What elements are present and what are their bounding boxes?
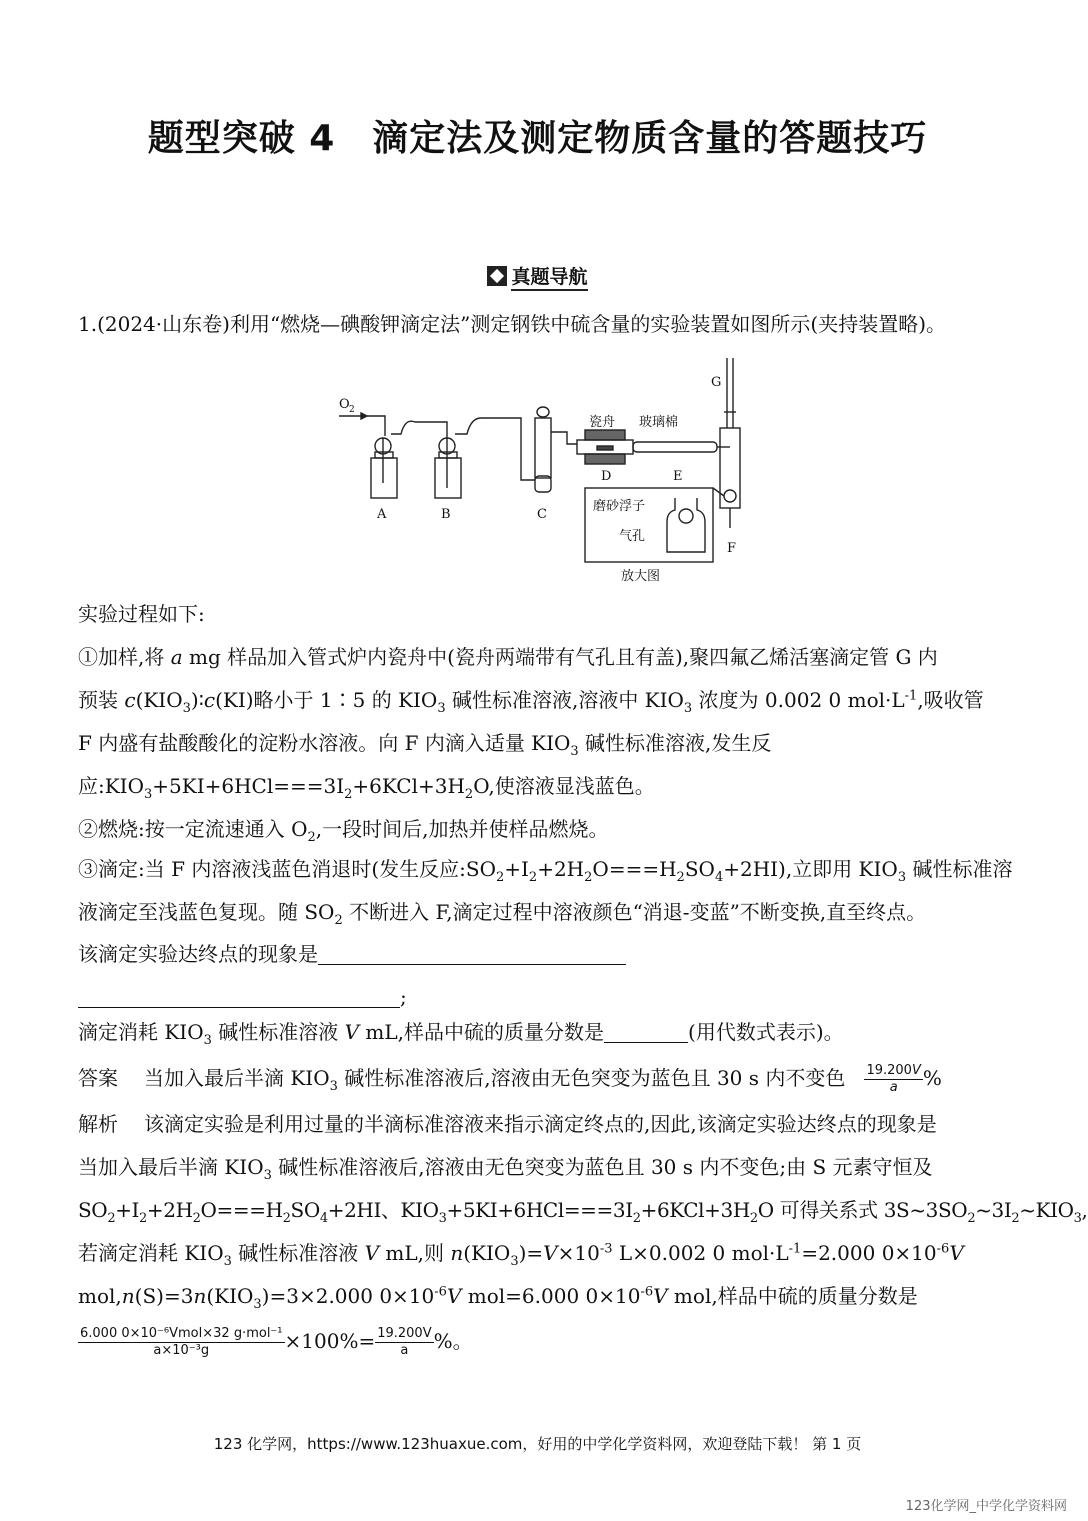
step-1-line-4: 应$:KIO_3+5KI+6HCl===3I_2+6KCl+3H_2O$,使溶液显浅蓝色。 <box>78 774 655 802</box>
answer-blank-1[interactable] <box>318 944 626 965</box>
svg-text:放大图: 放大图 <box>621 569 661 584</box>
question-1-cont: ; <box>78 983 1008 1011</box>
svg-text:磨砂浮子: 磨砂浮子 <box>593 499 646 514</box>
question-intro: 1.(2024·山东卷)利用“燃烧—碘酸钾滴定法”测定钢铁中硫含量的实验装置如图所示(夹持装置略)。 <box>78 312 946 336</box>
step-3-line-1: ③滴定:当 F 内溶液浅蓝色消退时(发生反应$:SO_2+I_2+2H_2O===H_2SO_4+2HI$),立即用 $KIO_3$ 碱性标准溶 <box>78 857 1013 885</box>
svg-text:2: 2 <box>349 405 355 415</box>
apparatus-figure <box>335 375 775 588</box>
result-fraction: $\frac{19.200V}{a}$ <box>377 1326 432 1358</box>
answer-blank-2[interactable] <box>78 987 400 1008</box>
diamond-icon <box>487 266 507 286</box>
svg-text:气孔: 气孔 <box>619 529 646 544</box>
watermark: 123化学网_中学化学资料网 <box>905 1499 1067 1514</box>
answer-blank-3[interactable] <box>604 1022 688 1043</box>
question-2: 滴定消耗 $KIO_3$ 碱性标准溶液 V mL,样品中硫的质量分数是 (用代数式表示)。 <box>78 1020 844 1048</box>
analysis-line-5: $mol,n(S)=3n(KIO_3)=3\times 2.000$ $0\times 10^{-6}V$ mol=6.000 $0\times 10^{-6}V$ mol,样品中硫的质量分数是 <box>78 1284 918 1312</box>
answer-fraction: $\frac{19.200V}{a}$ <box>866 1063 921 1095</box>
svg-text:A: A <box>377 507 387 522</box>
svg-text:玻璃棉: 玻璃棉 <box>639 415 679 430</box>
step-1-line-3: F 内盛有盐酸酸化的淀粉水溶液。向 F 内滴入适量 $KIO_3$ 碱性标准溶液,发生反 <box>78 731 772 759</box>
analysis-line-6: $\frac{\text{6.000 0×10⁻⁶Vmol×32 g·mol⁻¹}}{\text{a×10⁻³g}}$ ×100%= $\frac{19.200V}{a}$ %。 <box>80 1326 473 1358</box>
page-title: 题型突破 4 滴定法及测定物质含量的答题技巧 <box>147 118 928 159</box>
svg-text:瓷舟: 瓷舟 <box>589 415 616 430</box>
svg-text:G: G <box>711 375 722 390</box>
question-1: 该滴定实验达终点的现象是 <box>78 940 1008 968</box>
svg-text:D: D <box>601 469 612 484</box>
page-footer: 123 化学网，https://www.123huaxue.com，好用的中学化学资料网，欢迎登陆下载！ 第 1 页 <box>213 1435 862 1453</box>
svg-text:B: B <box>441 507 451 522</box>
sulfur-fraction: $\frac{\text{6.000 0×10⁻⁶Vmol×32 g·mol⁻¹}}{\text{a×10⁻³g}}$ <box>80 1326 283 1358</box>
analysis-line-1: 解析 该滴定实验是利用过量的半滴标准溶液来指示滴定终点的,因此,该滴定实验达终点的现象是 <box>78 1112 937 1136</box>
svg-text:O: O <box>339 397 350 412</box>
analysis-tag: 解析 <box>78 1112 118 1136</box>
analysis-line-4: 若滴定消耗 $KIO_3$ 碱性标准溶液 V mL,则 $n(KIO_3)=V\times 10^{-3}$ L×0.002 0 $mol\cdot L^{-1}=2.000$ $0\times 10^{-6}V$ <box>78 1241 964 1269</box>
analysis-line-2: 当加入最后半滴 $KIO_3$ 碱性标准溶液后,溶液由无色突变为蓝色且 30 s 内不变色;由 S 元素守恒及 <box>78 1155 933 1183</box>
analysis-line-3: $SO_2+I_2+2H_2O===H_2SO_4+2HI$、$KIO_3+5KI+6HCl===3I_2+6KCl+3H_2O$ 可得关系式 $3S\sim 3SO_2\sim 3I_2\sim KIO_3$, <box>78 1198 1088 1226</box>
answer: 答案 当加入最后半滴 $KIO_3$ 碱性标准溶液后,溶液由无色突变为蓝色且 30 s 内不变色 $\frac{19.200V}{a}$ % <box>78 1063 942 1095</box>
svg-text:F: F <box>727 541 737 556</box>
process-heading: 实验过程如下: <box>78 602 205 626</box>
step-2: ②燃烧:按一定流速通入 $O_2$,一段时间后,加热并使样品燃烧。 <box>78 817 609 845</box>
svg-text:E: E <box>673 469 683 484</box>
answer-tag: 答案 <box>78 1066 118 1090</box>
step-1-line-1: ①加样,将 a mg 样品加入管式炉内瓷舟中(瓷舟两端带有气孔且有盖),聚四氟乙烯活塞滴定管 G 内 <box>78 645 938 669</box>
section-heading <box>0 262 1075 289</box>
svg-text:C: C <box>537 507 547 522</box>
section-label: 真题导航 <box>511 266 587 291</box>
step-1-line-2: 预装 $c(KIO_3)∶c(KI)$略小于 1∶5 的 $KIO_3$ 碱性标准溶液,溶液中 $KIO_3$ 浓度为 0.002 0 $mol\cdot L^{-1}$,吸收管 <box>78 688 984 716</box>
step-3-line-2: 液滴定至浅蓝色复现。随 $SO_2$ 不断进入 F,滴定过程中溶液颜色“消退-变蓝”不断变换,直至终点。 <box>78 900 927 928</box>
